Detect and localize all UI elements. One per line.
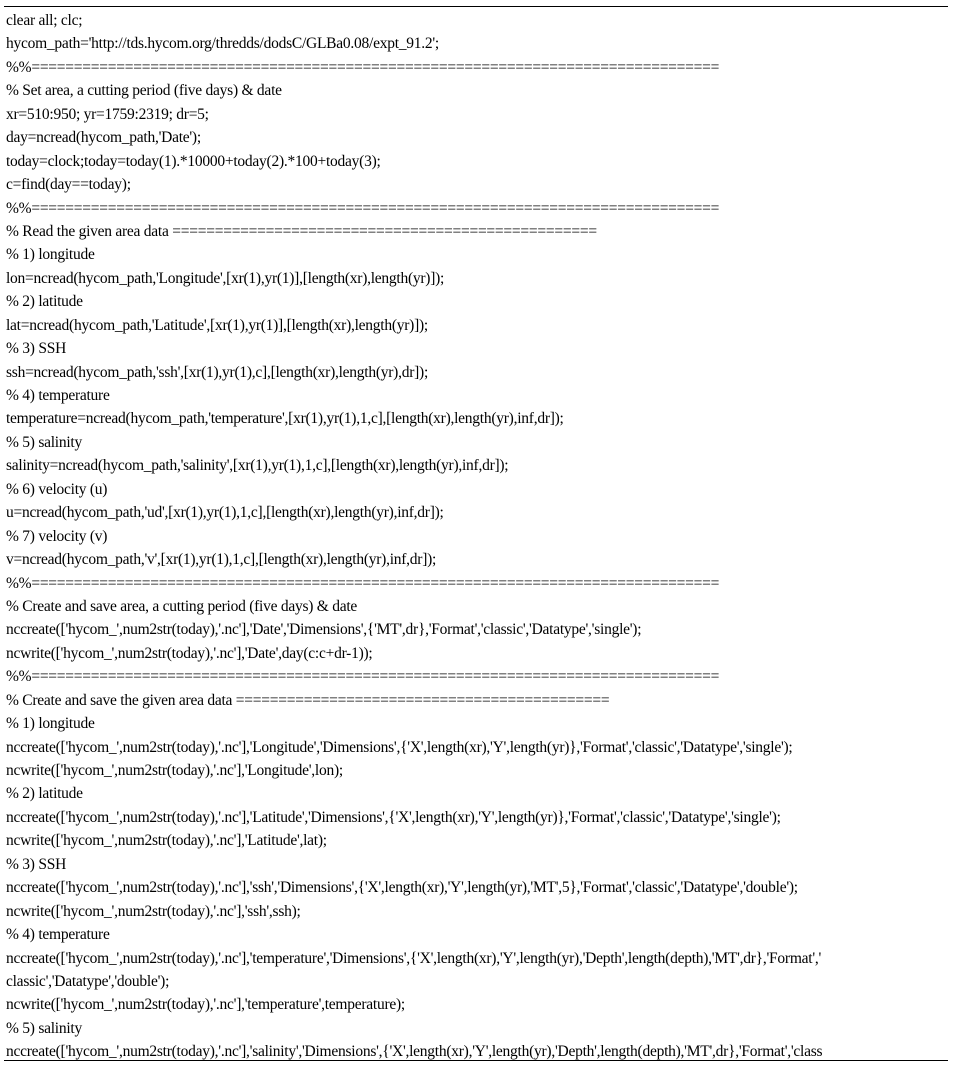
code-line: classic','Datatype','double'); [6, 972, 170, 990]
code-line: % 5) salinity [6, 433, 82, 451]
code-line: ssh=ncread(hycom_path,'ssh',[xr(1),yr(1),c],[length(xr),length(yr),dr]); [6, 363, 428, 381]
code-line: %%================================================================================= [6, 199, 720, 217]
code-line: temperature=ncread(hycom_path,'temperature',[xr(1),yr(1),1,c],[length(xr),length(yr),inf,dr]); [6, 410, 564, 428]
code-line: day=ncread(hycom_path,'Date'); [6, 129, 201, 147]
code-line: % Read the given area data ================================================== [6, 222, 597, 240]
code-line: % 7) velocity (v) [6, 527, 108, 545]
code-line: clear all; clc; [6, 12, 83, 29]
code-line: % 3) SSH [6, 340, 67, 358]
code-line: v=ncread(hycom_path,'v',[xr(1),yr(1),1,c],[length(xr),length(yr),inf,dr]); [6, 551, 437, 569]
code-line: nccreate(['hycom_',num2str(today),'.nc'],'ssh','Dimensions',{'X',length(xr),'Y',length(yr),'MT',5},'Format','classic','Datatype','double'); [6, 879, 798, 897]
code-line: % 3) SSH [6, 855, 67, 873]
code-line: % 4) temperature [6, 926, 110, 944]
code-line: ncwrite(['hycom_',num2str(today),'.nc'],'ssh',ssh); [6, 902, 301, 920]
code-line: ncwrite(['hycom_',num2str(today),'.nc'],'Date',day(c:c+dr-1)); [6, 644, 373, 662]
code-line: nccreate(['hycom_',num2str(today),'.nc'],'Latitude','Dimensions',{'X',length(xr),'Y',length(yr)},'Format','classic','Datatype','single'); [6, 808, 781, 826]
top-rule [4, 6, 948, 7]
code-line: lon=ncread(hycom_path,'Longitude',[xr(1),yr(1)],[length(xr),length(yr)]); [6, 269, 445, 287]
code-line: % 4) temperature [6, 387, 110, 404]
code-line: nccreate(['hycom_',num2str(today),'.nc'],'Longitude','Dimensions',{'X',length(xr),'Y',length(yr)},'Format','classic','Datatype','single'); [6, 738, 793, 756]
code-line: %%================================================================================= [6, 58, 720, 76]
code-line: % 2) latitude [6, 293, 83, 311]
bottom-rule [4, 1060, 948, 1061]
code-line: xr=510:950; yr=1759:2319; dr=5; [6, 105, 209, 123]
code-line: % 5) salinity [6, 1019, 82, 1037]
code-line: u=ncread(hycom_path,'ud',[xr(1),yr(1),1,c],[length(xr),length(yr),inf,dr]); [6, 504, 444, 522]
code-line: % 2) latitude [6, 785, 83, 803]
code-line: today=clock;today=today(1).*10000+today(2).*100+today(3); [6, 152, 381, 170]
code-line: nccreate(['hycom_',num2str(today),'.nc'],'Date','Dimensions',{'MT',dr},'Format','classic','Datatype','single'); [6, 621, 642, 639]
code-line: salinity=ncread(hycom_path,'salinity',[xr(1),yr(1),1,c],[length(xr),length(yr),inf,dr]); [6, 457, 509, 475]
code-line: % 1) longitude [6, 715, 95, 733]
code-line: hycom_path='http://tds.hycom.org/thredds/dodsC/GLBa0.08/expt_91.2'; [6, 35, 439, 53]
code-line: % Create and save area, a cutting period (five days) & date [6, 597, 358, 615]
code-line: ncwrite(['hycom_',num2str(today),'.nc'],'temperature',temperature); [6, 996, 405, 1014]
code-line: lat=ncread(hycom_path,'Latitude',[xr(1),yr(1)],[length(xr),length(yr)]); [6, 316, 428, 334]
code-line: % 1) longitude [6, 246, 95, 264]
code-line: c=find(day==today); [6, 176, 131, 194]
code-line: ncwrite(['hycom_',num2str(today),'.nc'],'Longitude',lon); [6, 762, 343, 779]
code-line: nccreate(['hycom_',num2str(today),'.nc'],'temperature','Dimensions',{'X',length(xr),'Y',length(yr),'Depth',length(depth),'MT',dr},'Format',' [6, 949, 822, 967]
code-line: % 6) velocity (u) [6, 480, 108, 498]
code-line: %%================================================================================= [6, 668, 720, 686]
code-line: %%================================================================================= [6, 574, 720, 592]
code-line: ncwrite(['hycom_',num2str(today),'.nc'],'Latitude',lat); [6, 832, 327, 850]
code-line: % Create and save the given area data ============================================ [6, 691, 610, 709]
code-block [6, 9, 954, 1064]
code-line: % Set area, a cutting period (five days) & date [6, 82, 282, 100]
code-line: nccreate(['hycom_',num2str(today),'.nc'],'salinity','Dimensions',{'X',length(xr),'Y',length(yr),'Depth',length(depth),'MT',dr},'Format','class [6, 1043, 823, 1061]
